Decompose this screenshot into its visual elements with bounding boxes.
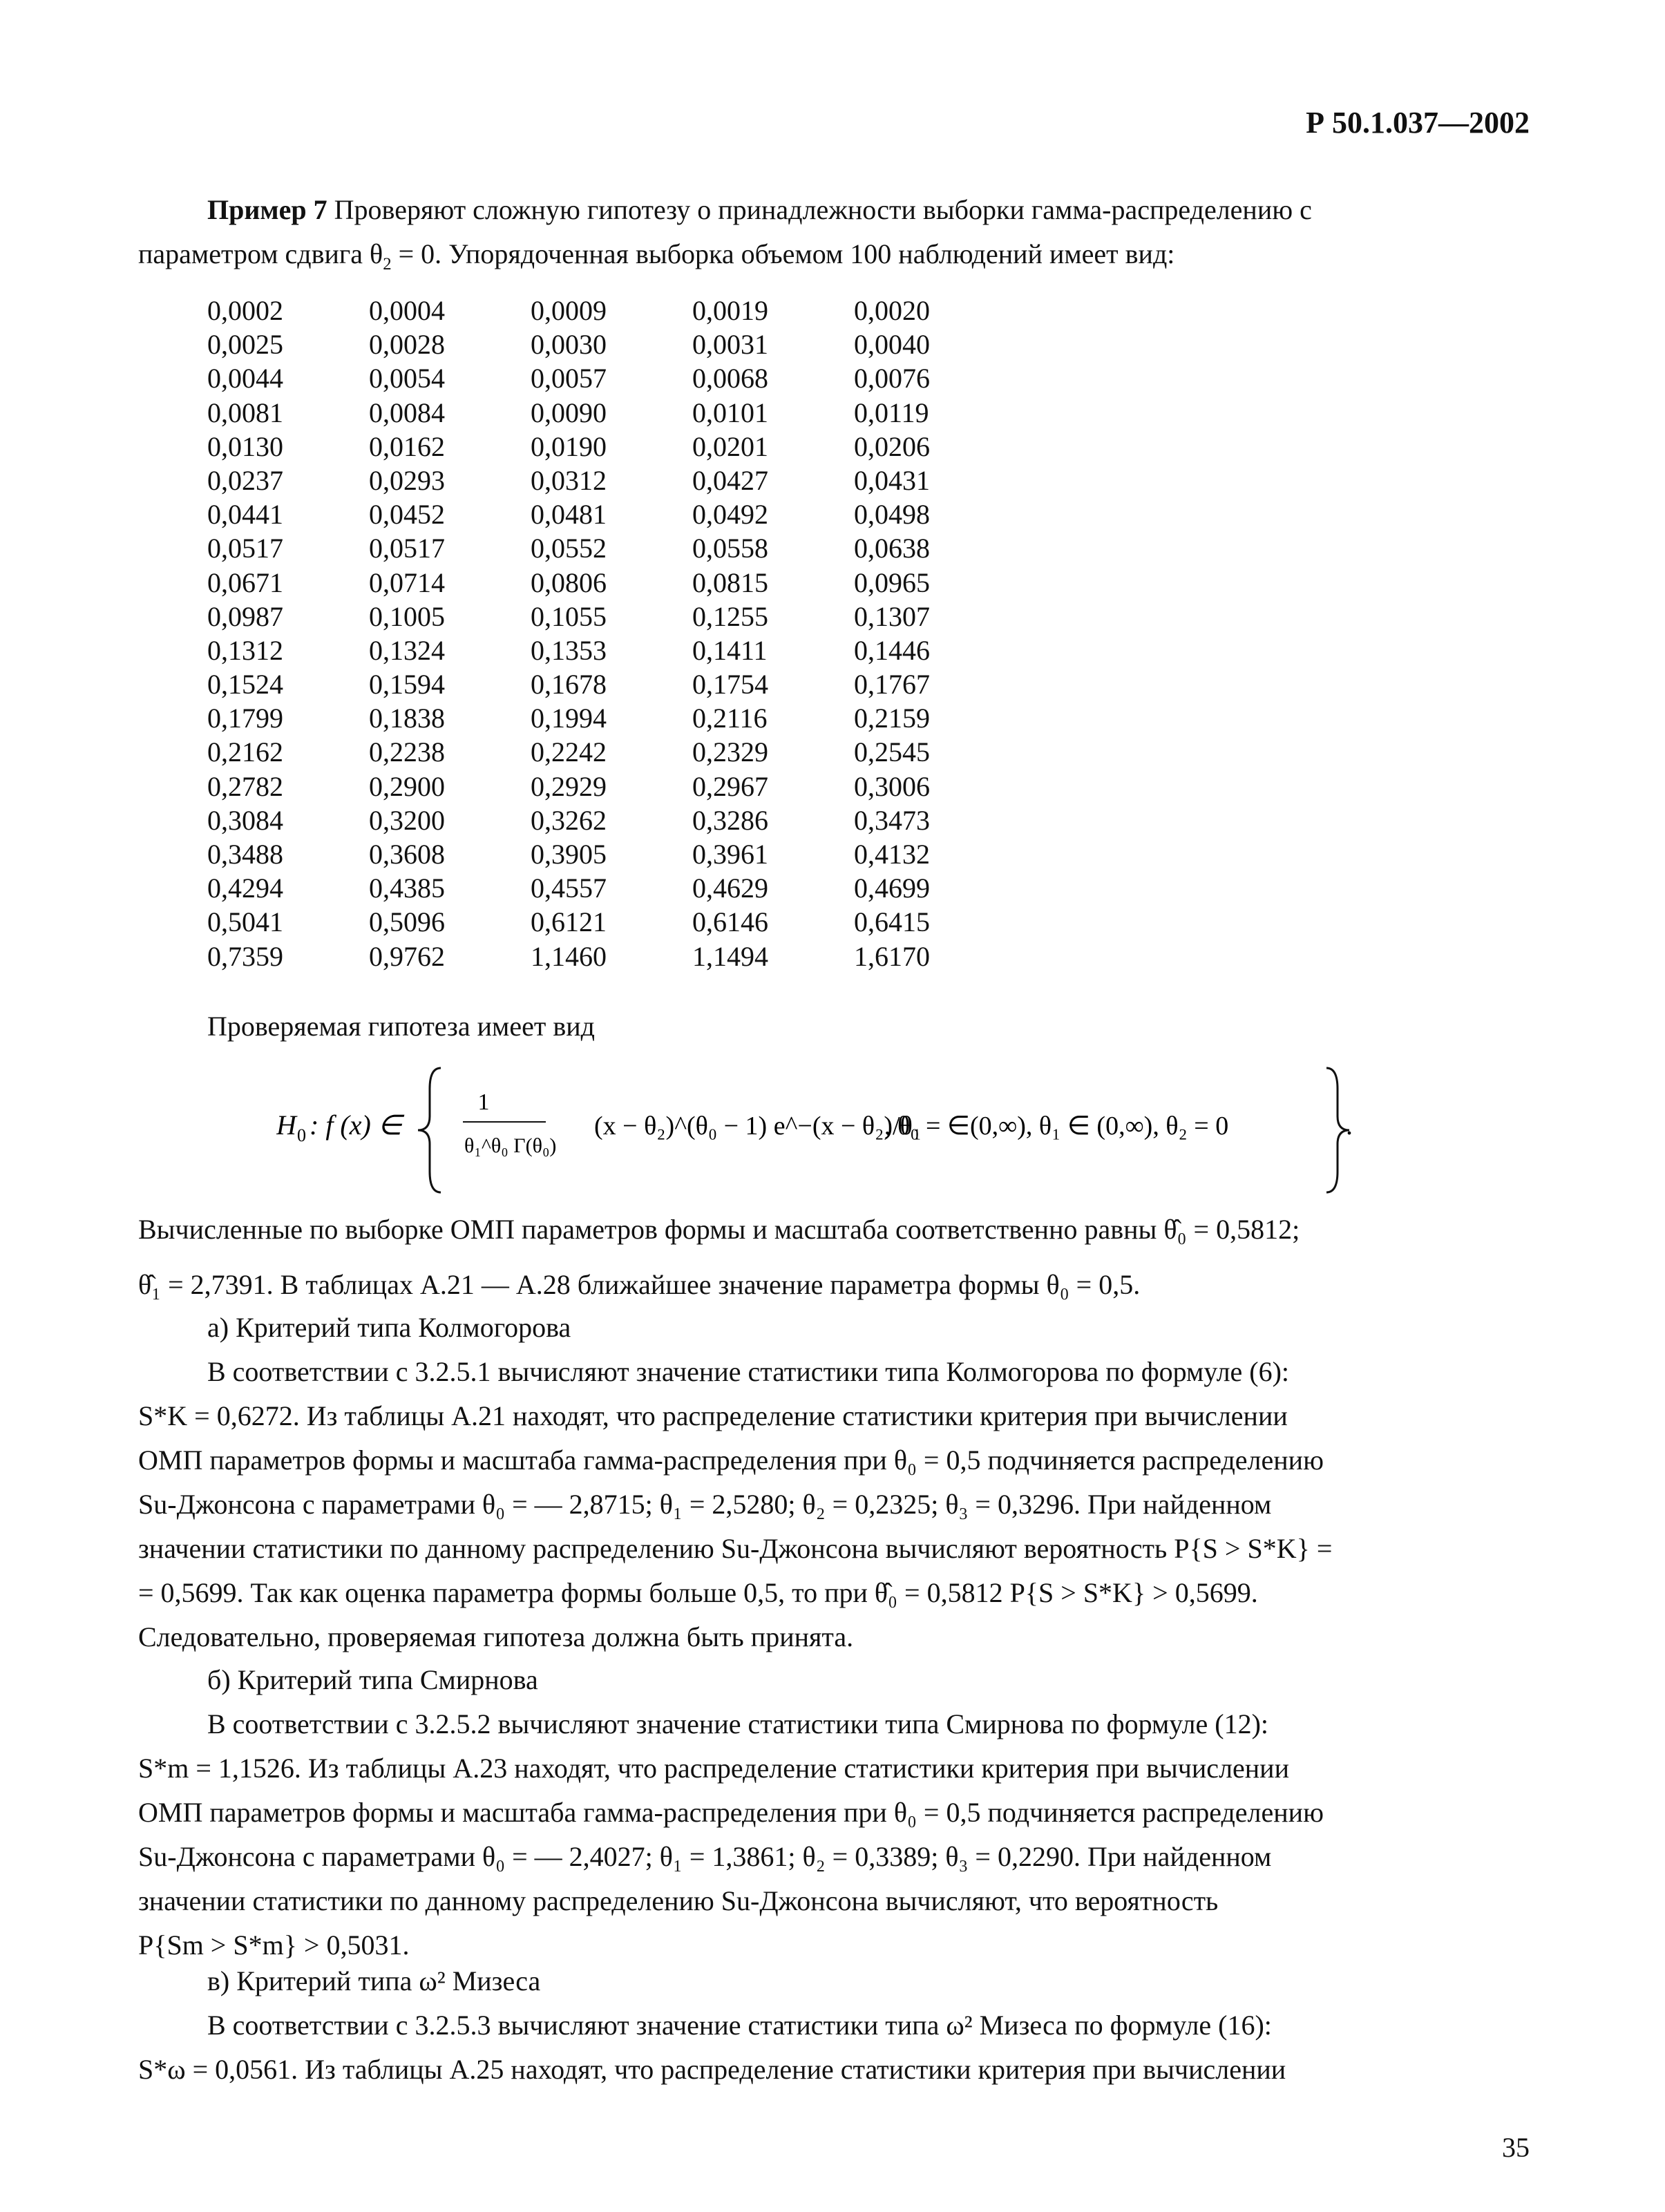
- table-row: [207, 804, 1016, 838]
- table-cell: 0,4557: [531, 873, 607, 904]
- text-line: = 0,5699. Так как оценка параметра формы больше 0,5, то при θ̂₀ = 0,5812 P{S > S*K} > 0,5699.: [138, 1577, 1258, 1608]
- text-line: значении статистики по данному распределению Su-Джонсона вычисляют, что вероятность: [138, 1885, 1219, 1916]
- table-cell: 0,1446: [854, 634, 930, 666]
- table-cell: 0,2159: [854, 703, 930, 734]
- text-line: S*K = 0,6272. Из таблицы А.21 находят, что распределение статистики критерия при вычислении: [138, 1400, 1288, 1431]
- text-line: В соответствии с 3.2.5.2 вычисляют значение статистики типа Смирнова по формуле (12):: [207, 1708, 1268, 1739]
- table-cell: 0,6146: [692, 906, 768, 938]
- table-cell: 0,0312: [531, 464, 607, 496]
- text-line: значении статистики по данному распределению Su-Джонсона вычисляют вероятность P{S > S*K} =: [138, 1533, 1333, 1564]
- table-cell: 0,1255: [692, 600, 768, 632]
- table-cell: 0,2162: [207, 736, 283, 768]
- table-cell: 0,2545: [854, 736, 930, 768]
- table-cell: 0,0201: [692, 430, 768, 462]
- table-cell: 0,2116: [692, 703, 768, 734]
- text-line: В соответствии с 3.2.5.1 вычисляют значение статистики типа Колмогорова по формуле (6):: [207, 1356, 1290, 1387]
- table-cell: 0,0076: [854, 363, 930, 394]
- text-line: S*ω = 0,0561. Из таблицы А.25 находят, что распределение статистики критерия при вычислении: [138, 2054, 1286, 2085]
- table-cell: 0,2242: [531, 736, 607, 768]
- table-cell: 0,2782: [207, 770, 283, 802]
- example-text-1: Проверяют сложную гипотезу о принадлежности выборки гамма-распределению с: [327, 194, 1312, 225]
- table-cell: 0,5096: [369, 906, 445, 938]
- table-cell: 1,1494: [692, 940, 768, 972]
- table-cell: 0,1524: [207, 669, 283, 700]
- section-a-title: а) Критерий типа Колмогорова: [207, 1312, 571, 1343]
- table-cell: 0,1678: [531, 669, 607, 700]
- text-line: Su-Джонсона с параметрами θ₀ = — 2,4027; θ₁ = 1,3861; θ₂ = 0,3389; θ₃ = 0,2290. При найденном: [138, 1841, 1272, 1872]
- table-cell: 0,0492: [692, 499, 768, 531]
- hypothesis-formula: [276, 1061, 1451, 1199]
- table-row: [207, 566, 1016, 600]
- example-text-2-end: = 0. Упорядоченная выборка объемом 100 наблюдений имеет вид:: [391, 238, 1175, 269]
- estimates-line-1: Вычисленные по выборке ОМП параметров формы и масштаба соответственно равны θ̂₀ = 0,5812;: [138, 1214, 1300, 1245]
- table-cell: 0,0806: [531, 566, 607, 598]
- section-c-title: в) Критерий типа ω² Мизеса: [207, 1965, 541, 1996]
- table-cell: 0,0119: [854, 397, 929, 428]
- table-cell: 0,0452: [369, 499, 445, 531]
- formula-denominator: θ₁^θ₀ Γ(θ₀): [464, 1134, 557, 1157]
- section-b-body: [138, 1702, 1527, 1967]
- table-row: [207, 770, 1016, 804]
- formula-lhs: : f (x) ∈: [310, 1109, 402, 1141]
- table-cell: 0,0162: [369, 430, 445, 462]
- estimates-line-2: θ̂₁ = 2,7391. В таблицах А.21 — А.28 ближайшее значение параметра формы θ₀ = 0,5.: [138, 1269, 1141, 1300]
- table-cell: 0,0020: [854, 295, 930, 326]
- table-cell: 0,3905: [531, 839, 607, 870]
- table-cell: 0,0965: [854, 566, 930, 598]
- hypothesis-intro: Проверяемая гипотеза имеет вид: [207, 1011, 595, 1042]
- table-cell: 0,1767: [854, 669, 930, 700]
- formula-conditions: , θ₀ = ∈(0,∞), θ₁ ∈ (0,∞), θ₂ = 0: [884, 1112, 1229, 1141]
- table-row: [207, 464, 1016, 498]
- table-cell: 0,1994: [531, 703, 607, 734]
- table-cell: 0,0004: [369, 295, 445, 326]
- table-cell: 0,0293: [369, 464, 445, 496]
- table-cell: 0,2329: [692, 736, 768, 768]
- table-cell: 0,7359: [207, 940, 283, 972]
- text-line: Следовательно, проверяемая гипотеза должна быть принята.: [138, 1621, 854, 1652]
- example-text-2-sub: 2: [383, 255, 392, 274]
- table-cell: 0,2967: [692, 770, 768, 802]
- table-cell: 0,3200: [369, 804, 445, 836]
- table-row: [207, 328, 1016, 362]
- table-row: [207, 838, 1016, 872]
- table-cell: 0,0481: [531, 499, 607, 531]
- table-cell: 0,1353: [531, 634, 607, 666]
- table-cell: 0,4132: [854, 839, 930, 870]
- section-b-title: б) Критерий типа Смирнова: [207, 1664, 538, 1695]
- table-cell: 0,3084: [207, 804, 283, 836]
- table-cell: 0,1799: [207, 703, 283, 734]
- table-cell: 0,0517: [369, 533, 445, 564]
- table-cell: 1,1460: [531, 940, 607, 972]
- text-line: ОМП параметров формы и масштаба гамма-распределения при θ₀ = 0,5 подчиняется распределению: [138, 1797, 1324, 1828]
- formula-body: (x − θ₂)^(θ₀ − 1) e^−(x − θ₂)/θ₁: [594, 1112, 922, 1141]
- table-cell: 0,0068: [692, 363, 768, 394]
- example-intro: [138, 188, 1527, 287]
- table-cell: 0,2900: [369, 770, 445, 802]
- table-cell: 0,4385: [369, 873, 445, 904]
- table-row: [207, 736, 1016, 770]
- text-line: S*m = 1,1526. Из таблицы А.23 находят, что распределение статистики критерия при вычислении: [138, 1753, 1289, 1784]
- left-brace: [418, 1068, 441, 1192]
- table-cell: 0,0558: [692, 533, 768, 564]
- table-cell: 0,3608: [369, 839, 445, 870]
- page-number: 35: [1502, 2132, 1530, 2163]
- table-cell: 0,2929: [531, 770, 607, 802]
- table-cell: 0,0714: [369, 566, 445, 598]
- table-cell: 0,3473: [854, 804, 930, 836]
- table-row: [207, 294, 1016, 328]
- table-row: [207, 940, 1016, 974]
- table-row: [207, 397, 1016, 430]
- section-c-body: [138, 2003, 1527, 2092]
- table-row: [207, 634, 1016, 668]
- table-row: [207, 362, 1016, 396]
- table-cell: 0,0019: [692, 295, 768, 326]
- formula-numerator: 1: [477, 1089, 490, 1115]
- table-cell: 0,0237: [207, 464, 283, 496]
- table-cell: 0,0498: [854, 499, 930, 531]
- table-cell: 0,0441: [207, 499, 283, 531]
- table-cell: 0,3286: [692, 804, 768, 836]
- table-cell: 0,0431: [854, 464, 930, 496]
- formula-h0-sub: 0: [297, 1125, 306, 1145]
- table-cell: 0,0552: [531, 533, 607, 564]
- section-a-body: [138, 1350, 1527, 1659]
- document-code-header: Р 50.1.037—2002: [1306, 106, 1530, 140]
- table-cell: 0,1324: [369, 634, 445, 666]
- table-cell: 0,0090: [531, 397, 607, 428]
- table-row: [207, 668, 1016, 702]
- table-cell: 0,0638: [854, 533, 930, 564]
- table-cell: 0,6121: [531, 906, 607, 938]
- table-cell: 0,0009: [531, 295, 607, 326]
- table-cell: 0,5041: [207, 906, 283, 938]
- table-cell: 0,0025: [207, 329, 283, 361]
- table-cell: 0,6415: [854, 906, 930, 938]
- example-label: Пример 7: [207, 194, 327, 225]
- table-cell: 0,1005: [369, 600, 445, 632]
- table-cell: 0,3262: [531, 804, 607, 836]
- table-cell: 0,1838: [369, 703, 445, 734]
- table-cell: 0,0101: [692, 397, 768, 428]
- table-cell: 0,1411: [692, 634, 768, 666]
- table-cell: 0,0206: [854, 430, 930, 462]
- table-cell: 0,0517: [207, 533, 283, 564]
- formula-h0: H: [276, 1109, 296, 1141]
- table-cell: 0,0057: [531, 363, 607, 394]
- table-cell: 0,0815: [692, 566, 768, 598]
- table-row: [207, 702, 1016, 736]
- text-line: ОМП параметров формы и масштаба гамма-распределения при θ₀ = 0,5 подчиняется распределению: [138, 1445, 1324, 1476]
- table-cell: 0,9762: [369, 940, 445, 972]
- table-cell: 0,0190: [531, 430, 607, 462]
- table-cell: 0,0030: [531, 329, 607, 361]
- table-cell: 0,3006: [854, 770, 930, 802]
- table-cell: 0,0054: [369, 363, 445, 394]
- sample-table: [207, 294, 1016, 974]
- table-cell: 0,0671: [207, 566, 283, 598]
- text-line: В соответствии с 3.2.5.3 вычисляют значение статистики типа ω² Мизеса по формуле (16):: [207, 2010, 1272, 2041]
- table-cell: 0,0040: [854, 329, 930, 361]
- table-cell: 0,1307: [854, 600, 930, 632]
- table-row: [207, 906, 1016, 940]
- formula-svg: [276, 1061, 1451, 1199]
- table-cell: 1,6170: [854, 940, 930, 972]
- table-row: [207, 600, 1016, 634]
- table-cell: 0,1594: [369, 669, 445, 700]
- table-cell: 0,4699: [854, 873, 930, 904]
- table-cell: 0,0031: [692, 329, 768, 361]
- example-text-2: параметром сдвига θ: [138, 238, 383, 269]
- table-cell: 0,1055: [531, 600, 607, 632]
- text-line: Su-Джонсона с параметрами θ₀ = — 2,8715; θ₁ = 2,5280; θ₂ = 0,2325; θ₃ = 0,3296. При найденном: [138, 1489, 1272, 1520]
- table-cell: 0,0028: [369, 329, 445, 361]
- table-cell: 0,2238: [369, 736, 445, 768]
- table-cell: 0,0427: [692, 464, 768, 496]
- table-cell: 0,1754: [692, 669, 768, 700]
- table-row: [207, 430, 1016, 464]
- table-cell: 0,4294: [207, 873, 283, 904]
- table-cell: 0,4629: [692, 873, 768, 904]
- table-row: [207, 872, 1016, 906]
- table-cell: 0,0081: [207, 397, 283, 428]
- table-cell: 0,3488: [207, 839, 283, 870]
- table-cell: 0,3961: [692, 839, 768, 870]
- text-line: P{Sm > S*m} > 0,5031.: [138, 1929, 410, 1961]
- table-cell: 0,0084: [369, 397, 445, 428]
- table-cell: 0,0130: [207, 430, 283, 462]
- table-cell: 0,0044: [207, 363, 283, 394]
- formula-end: .: [1346, 1109, 1353, 1141]
- table-row: [207, 498, 1016, 532]
- table-cell: 0,0987: [207, 600, 283, 632]
- table-row: [207, 532, 1016, 566]
- table-cell: 0,0002: [207, 295, 283, 326]
- table-cell: 0,1312: [207, 634, 283, 666]
